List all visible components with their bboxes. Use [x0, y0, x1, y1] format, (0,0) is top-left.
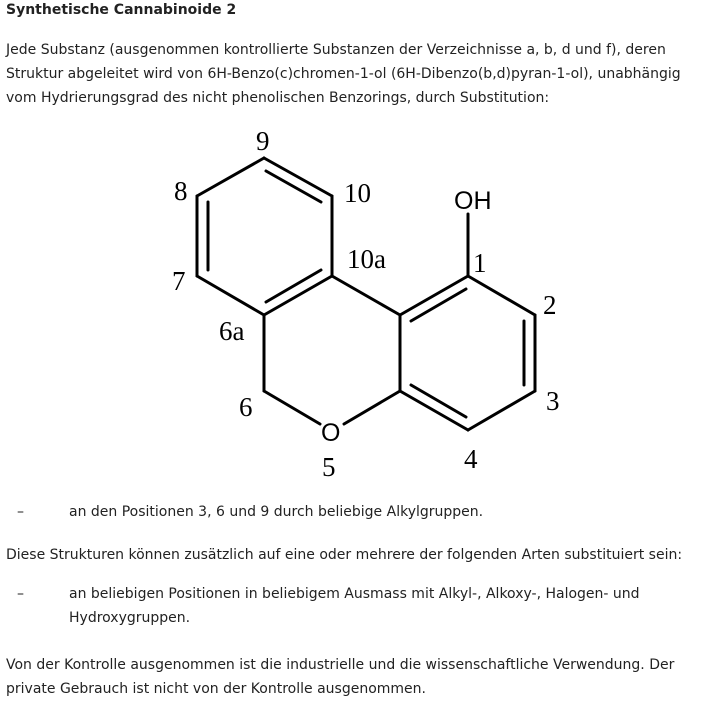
bullet-dash: – — [17, 586, 24, 602]
hydroxyl-label: OH — [454, 187, 492, 215]
substitution-paragraph: Diese Strukturen können zusätzlich auf eine oder mehrere der folgenden Arten substituiert sein: — [6, 547, 683, 563]
atom-label-8: 8 — [174, 176, 188, 206]
atom-label-4: 4 — [464, 444, 478, 474]
bullet-item-positions: an den Positionen 3, 6 und 9 durch beliebige Alkylgruppen. — [69, 504, 484, 520]
atom-label-10a: 10a — [347, 244, 386, 274]
atom-label-7: 7 — [172, 266, 186, 296]
chemical-structure-diagram — [140, 118, 580, 488]
atom-label-10: 10 — [344, 178, 371, 208]
atom-label-6: 6 — [239, 392, 253, 422]
atom-label-3: 3 — [546, 386, 560, 416]
bullet-item-groups: an beliebigen Positionen in beliebigem Ausmass mit Alkyl-, Alkoxy-, Halogen- und Hydroxygruppen. — [69, 586, 640, 626]
bullet-dash: – — [17, 504, 24, 520]
atom-label-5: 5 — [322, 452, 336, 482]
atom-label-9: 9 — [256, 126, 270, 156]
intro-paragraph: Jede Substanz (ausgenommen kontrollierte Substanzen der Verzeichnisse a, b, d und f), deren Struktur abgeleitet wird von 6H-Benzo(c)chromen-1-ol (6H-Dibenzo(b,d)pyran-1-ol), unabhängig vom Hydrierungsgrad des nicht phenolischen Benzorings, durch Substitution: — [6, 42, 681, 106]
exemption-paragraph: Von der Kontrolle ausgenommen ist die industrielle und die wissenschaftliche Verwendung. Der private Gebrauch ist nicht von der Kontrolle ausgenommen. — [6, 657, 675, 697]
atom-label-1: 1 — [473, 248, 487, 278]
section-title: Synthetische Cannabinoide 2 — [6, 2, 237, 18]
oxygen-label: O — [321, 419, 341, 447]
atom-label-2: 2 — [543, 290, 557, 320]
atom-label-6a: 6a — [219, 316, 245, 346]
structure-labels — [172, 126, 560, 482]
